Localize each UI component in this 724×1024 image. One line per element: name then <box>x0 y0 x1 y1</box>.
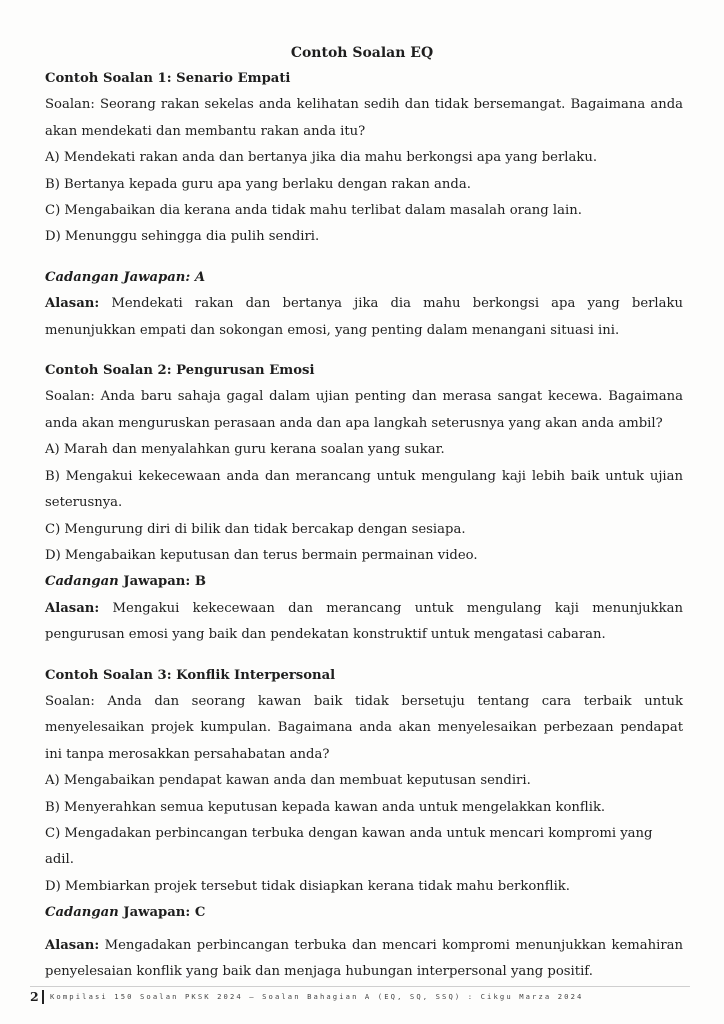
page-number: 2 <box>30 989 39 1004</box>
question-2-option-c: C) Mengurung diri di bilik dan tidak bercakap dengan sesiapa. <box>45 521 466 537</box>
question-1-option-a: A) Mendekati rakan anda dan bertanya jika dia mahu berkongsi apa yang berlaku. <box>45 150 598 166</box>
question-2-answer-italic: Cadangan <box>45 574 119 590</box>
question-3-reason-label: Alasan: <box>45 937 100 953</box>
question-3-answer <box>45 900 683 926</box>
question-2-reason <box>45 596 683 649</box>
document-body <box>45 66 683 985</box>
question-1-option-d: D) Menunggu sehingga dia pulih sendiri. <box>45 229 320 245</box>
question-3-answer-rest: Jawapan: C <box>118 905 206 921</box>
question-3-option-a: A) Mengabaikan pendapat kawan anda dan membuat keputusan sendiri. <box>45 773 531 789</box>
question-3-option-b: B) Menyerahkan semua keputusan kepada kawan anda untuk mengelakkan konflik. <box>45 799 606 815</box>
question-2-reason-label: Alasan: <box>45 600 100 616</box>
footer-text: Kompilasi 150 Soalan PKSK 2024 – Soalan Bahagian A (EQ, SQ, SSQ) : Cikgu Marza 2024 <box>50 992 584 1001</box>
question-3-option-d: D) Membiarkan projek tersebut tidak disiapkan kerana tidak mahu berkonflik. <box>45 878 570 894</box>
question-2-option-a: A) Marah dan menyalahkan guru kerana soalan yang sukar. <box>45 442 445 458</box>
question-1-option-b: B) Bertanya kepada guru apa yang berlaku dengan rakan anda. <box>45 176 471 192</box>
question-2-reason-text: Mengakui kekecewaan dan merancang untuk mengulang kaji menunjukkan pengurusan emosi yang baik dan pendekatan konstruktif untuk mengatasi cabaran. <box>45 600 683 643</box>
question-3 <box>45 663 683 986</box>
question-2-answer-rest: Jawapan: B <box>118 574 206 590</box>
question-1-heading: Contoh Soalan 1: Senario Empati <box>45 71 291 86</box>
footer-divider <box>42 990 44 1004</box>
question-3-text: Soalan: Anda dan seorang kawan baik tidak bersetuju tentang cara terbaik untuk menyelesaikan projek kumpulan. Bagaimana anda akan menyelesaikan perbezaan pendapat ini tanpa merosakkan persahabatan anda? <box>45 693 683 762</box>
question-2-option-b: B) Mengakui kekecewaan anda dan merancang untuk mengulang kaji lebih baik untuk ujian seterusnya. <box>45 468 683 511</box>
question-1-answer-label: Cadangan Jawapan: A <box>45 269 206 285</box>
question-2-heading: Contoh Soalan 2: Pengurusan Emosi <box>45 363 315 379</box>
question-2 <box>45 358 683 648</box>
question-3-option-c: C) Mengadakan perbincangan terbuka dengan kawan anda untuk mencari kompromi yang adil. <box>45 825 653 868</box>
page-footer <box>30 986 690 1011</box>
question-1-reason-text: Mendekati rakan dan bertanya jika dia mahu berkongsi apa yang berlaku menunjukkan empati dan sokongan emosi, yang penting dalam menangani situasi ini. <box>45 296 683 338</box>
question-1-answer <box>45 265 683 291</box>
question-2-answer <box>45 569 683 595</box>
question-3-reason <box>45 933 683 986</box>
question-1-reason <box>45 291 683 344</box>
question-3-answer-italic: Cadangan <box>45 905 119 921</box>
document-title: Contoh Soalan EQ <box>290 45 434 61</box>
question-3-reason-text: Mengadakan perbincangan terbuka dan mencari kompromi menunjukkan kemahiran penyelesaian konflik yang baik dan menjaga hubungan interpersonal yang positif. <box>45 937 683 979</box>
question-1-text: Soalan: Seorang rakan sekelas anda kelihatan sedih dan tidak bersemangat. Bagaimana anda akan mendekati dan membantu rakan anda itu? <box>45 97 683 139</box>
question-1-option-c: C) Mengabaikan dia kerana anda tidak mahu terlibat dalam masalah orang lain. <box>45 203 582 219</box>
question-1-reason-label: Alasan: <box>45 296 100 312</box>
question-3-heading: Contoh Soalan 3: Konflik Interpersonal <box>45 667 336 683</box>
question-2-text: Soalan: Anda baru sahaja gagal dalam ujian penting dan merasa sangat kecewa. Bagaimana anda akan menguruskan perasaan anda dan apa langkah seterusnya yang akan anda ambil? <box>45 389 683 431</box>
question-1 <box>45 66 683 344</box>
question-2-option-d: D) Mengabaikan keputusan dan terus bermain permainan video. <box>45 547 478 563</box>
